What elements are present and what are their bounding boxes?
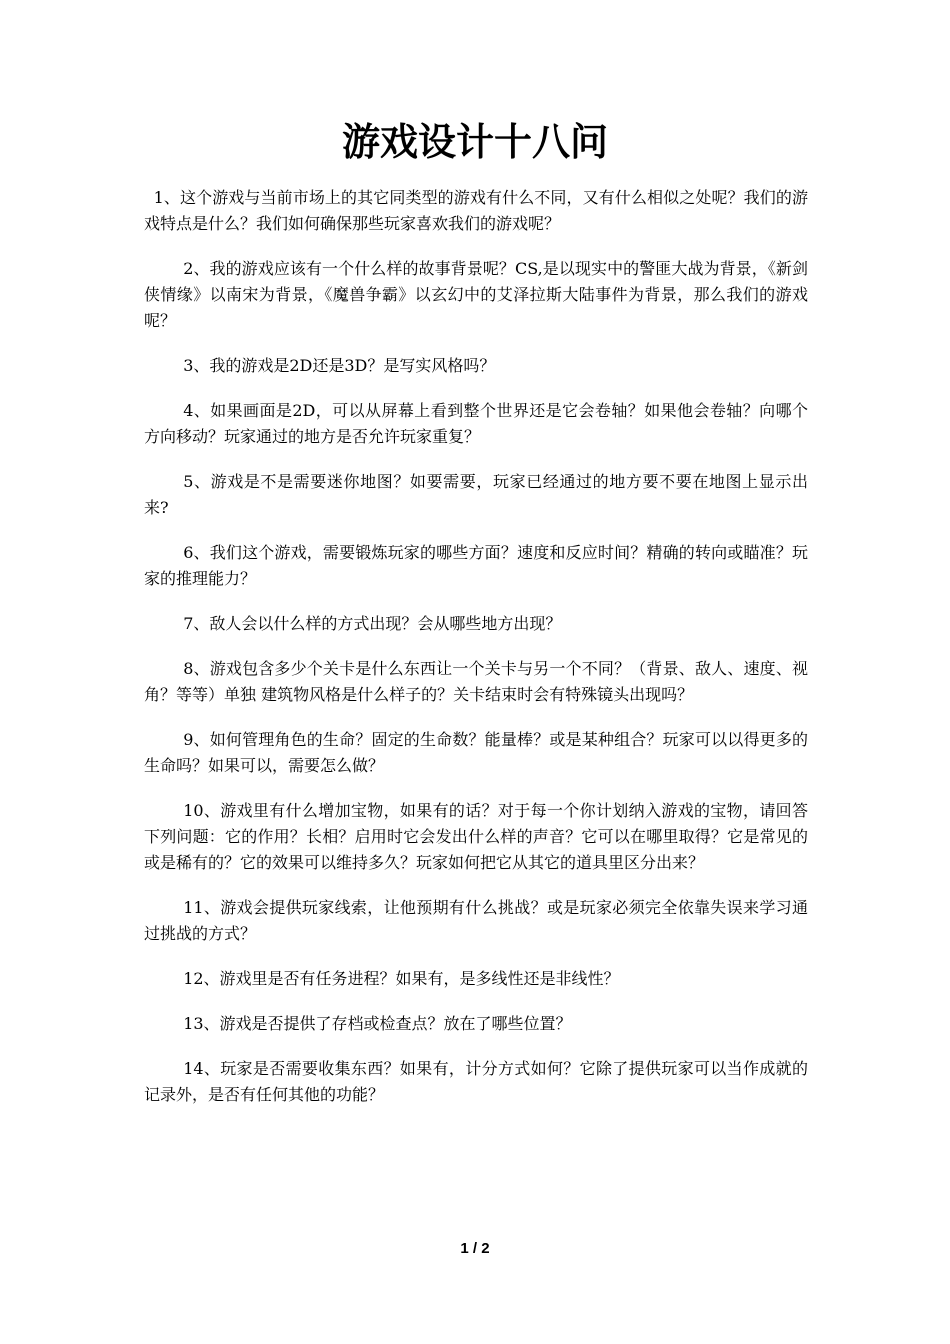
paragraph-10: 10、游戏里有什么增加宝物，如果有的话？对于每一个你计划纳入游戏的宝物，请回答下列问题：它的作用？长相？启用时它会发出什么样的声音？它可以在哪里取得？它是常见的或是稀有的？它的效果可以维持多久？玩家如何把它从其它的道具里区分出来？ (144, 801, 808, 872)
paragraph-5: 5、游戏是不是需要迷你地图？如要需要，玩家已经通过的地方要不要在地图上显示出来? (144, 472, 808, 517)
paragraph-13: 13、游戏是否提供了存档或检查点？放在了哪些位置？ (183, 1014, 572, 1033)
paragraph-11: 11、游戏会提供玩家线索，让他预期有什么挑战？或是玩家必须完全依靠失误来学习通过挑战的方式？ (144, 898, 808, 943)
page-title: 游戏设计十八问 (341, 119, 608, 164)
paragraph-4: 4、如果画面是2D，可以从屏幕上看到整个世界还是它会卷轴？如果他会卷轴？向哪个方向移动？玩家通过的地方是否允许玩家重复？ (144, 401, 808, 446)
paragraph-14: 14、玩家是否需要收集东西？如果有，计分方式如何？它除了提供玩家可以当作成就的记录外，是否有任何其他的功能？ (144, 1059, 808, 1104)
paragraph-8: 8、游戏包含多少个关卡是什么东西让一个关卡与另一个不同？（背景、敌人、速度、视角？等等）单独 建筑物风格是什么样子的？关卡结束时会有特殊镜头出现吗？ (144, 659, 808, 704)
paragraph-1: 1、这个游戏与当前市场上的其它同类型的游戏有什么不同，又有什么相似之处呢？我们的游戏特点是什么？我们如何确保那些玩家喜欢我们的游戏呢？ (144, 188, 808, 233)
paragraph-6: 6、我们这个游戏，需要锻炼玩家的哪些方面？速度和反应时间？精确的转向或瞄准？玩家的推理能力？ (144, 543, 808, 588)
paragraph-7: 7、敌人会以什么样的方式出现？会从哪些地方出现？ (183, 614, 562, 633)
page-number: 1 / 2 (460, 1240, 490, 1257)
paragraph-3: 3、我的游戏是2D还是3D？是写实风格吗？ (183, 356, 496, 375)
paragraph-9: 9、如何管理角色的生命？固定的生命数？能量棒？或是某种组合？玩家可以以得更多的生命吗？如果可以，需要怎么做？ (144, 730, 808, 775)
document-body (144, 185, 808, 1127)
paragraph-12: 12、游戏里是否有任务进程？如果有，是多线性还是非线性？ (183, 969, 620, 988)
paragraph-2: 2、我的游戏应该有一个什么样的故事背景呢？CS,是以现实中的警匪大战为背景，《新剑侠情缘》以南宋为背景，《魔兽争霸》以玄幻中的艾泽拉斯大陆事件为背景，那么我们的游戏呢？ (144, 259, 808, 330)
